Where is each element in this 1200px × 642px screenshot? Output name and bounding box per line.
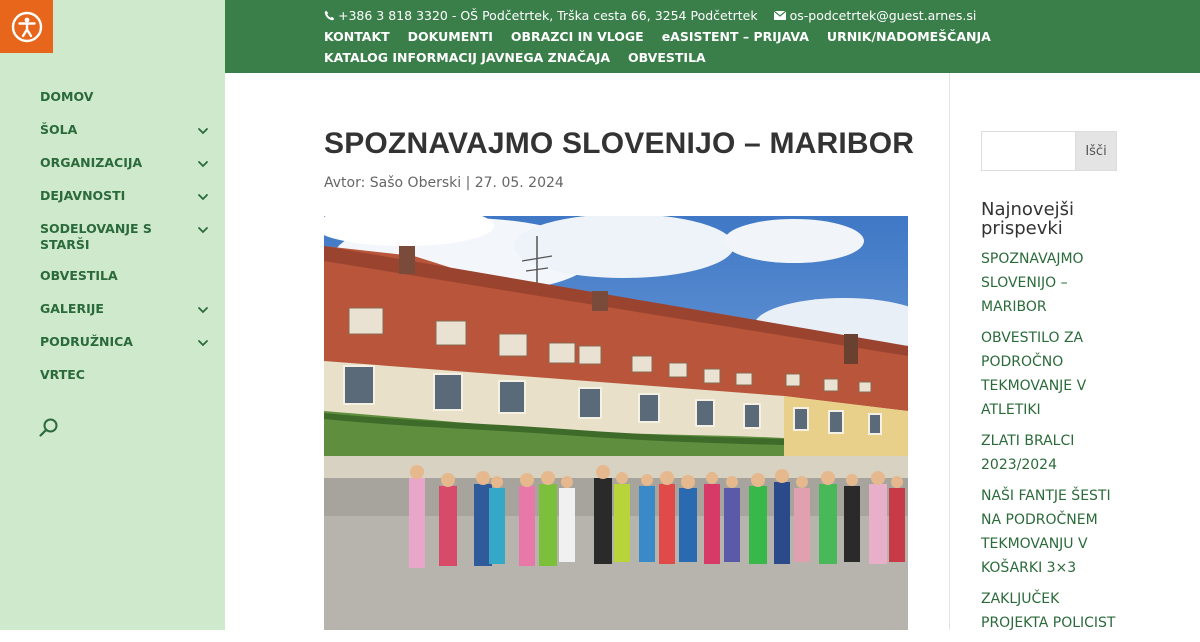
sidebar-item-label: VRTEC	[40, 367, 85, 382]
sidebar-item[interactable]	[40, 333, 210, 366]
sidebar	[0, 0, 225, 630]
sidebar-item[interactable]	[40, 220, 210, 267]
top-menu-item[interactable]: eASISTENT – PRIJAVA	[661, 29, 809, 44]
envelope-icon	[774, 11, 786, 20]
recent-post-link[interactable]: ZLATI BRALCI 2023/2024	[981, 433, 1075, 473]
top-menu-item[interactable]: KATALOG INFORMACIJ JAVNEGA ZNAČAJA	[324, 50, 611, 65]
post-meta: Avtor: Sašo Oberski | 27. 05. 2024	[324, 175, 564, 191]
recent-posts-list	[981, 247, 1121, 642]
accessibility-icon	[11, 11, 43, 43]
phone-address: +386 3 818 3320 - OŠ Podčetrtek, Trška cesta 66, 3254 Podčetrtek	[338, 8, 758, 23]
chevron-down-icon[interactable]	[196, 303, 210, 317]
chevron-down-icon[interactable]	[196, 124, 210, 138]
sidebar-item-label: SODELOVANJE S STARŠI	[40, 221, 152, 252]
main-nav	[40, 88, 210, 399]
email-text: os-podcetrtek@guest.arnes.si	[789, 8, 977, 23]
sidebar-search-input[interactable]	[981, 131, 1076, 171]
content-divider	[949, 73, 950, 630]
sidebar-item-label: DEJAVNOSTI	[40, 188, 126, 203]
sidebar-item[interactable]	[40, 88, 210, 121]
contact-info	[324, 8, 976, 23]
sidebar-item-label: ORGANIZACIJA	[40, 155, 143, 170]
sidebar-item-label: ŠOLA	[40, 122, 78, 137]
chevron-down-icon[interactable]	[196, 336, 210, 350]
sidebar-search-button[interactable]: Išči	[1075, 131, 1117, 171]
sidebar-item-label: DOMOV	[40, 89, 94, 104]
top-menu-item[interactable]: DOKUMENTI	[407, 29, 493, 44]
sidebar-item[interactable]	[40, 154, 210, 187]
recent-post-link[interactable]: SPOZNAVAJMO SLOVENIJO – MARIBOR	[981, 251, 1084, 315]
top-menu-item[interactable]: OBRAZCI IN VLOGE	[510, 29, 644, 44]
recent-post-link[interactable]: NAŠI FANTJE ŠESTI NA PODROČNEM TEKMOVANJU V KOŠARKI 3×3	[981, 488, 1111, 576]
sidebar-item[interactable]	[40, 121, 210, 154]
search-icon[interactable]	[38, 417, 60, 439]
sidebar-item[interactable]	[40, 187, 210, 220]
email-link[interactable]	[774, 8, 977, 23]
recent-post-link[interactable]: ZAKLJUČEK PROJEKTA POLICIST	[981, 591, 1116, 631]
chevron-down-icon[interactable]	[196, 190, 210, 204]
sidebar-item-label: GALERIJE	[40, 301, 104, 316]
sidebar-item[interactable]	[40, 267, 210, 300]
post-image[interactable]	[324, 216, 908, 630]
top-menu-row-2	[324, 50, 724, 65]
top-menu-item[interactable]: OBVESTILA	[628, 50, 706, 65]
post-title: SPOZNAVAJMO SLOVENIJO – MARIBOR	[324, 127, 915, 160]
recent-posts-title: Najnovejši prispevki	[981, 199, 1075, 239]
phone-icon	[324, 10, 335, 21]
chevron-down-icon[interactable]	[196, 223, 210, 237]
top-menu-row-1	[324, 29, 1009, 44]
sidebar-item-label: OBVESTILA	[40, 268, 118, 283]
top-menu-item[interactable]: KONTAKT	[324, 29, 390, 44]
top-menu-item[interactable]: URNIK/NADOMEŠČANJA	[826, 29, 991, 44]
sidebar-item[interactable]	[40, 300, 210, 333]
accessibility-button[interactable]	[0, 0, 53, 53]
sidebar-item[interactable]	[40, 366, 210, 399]
recent-post-link[interactable]: OBVESTILO ZA PODROČNO TEKMOVANJE V ATLETIKI	[981, 330, 1087, 418]
top-header	[225, 0, 1200, 73]
chevron-down-icon[interactable]	[196, 157, 210, 171]
sidebar-item-label: PODRUŽNICA	[40, 334, 133, 349]
